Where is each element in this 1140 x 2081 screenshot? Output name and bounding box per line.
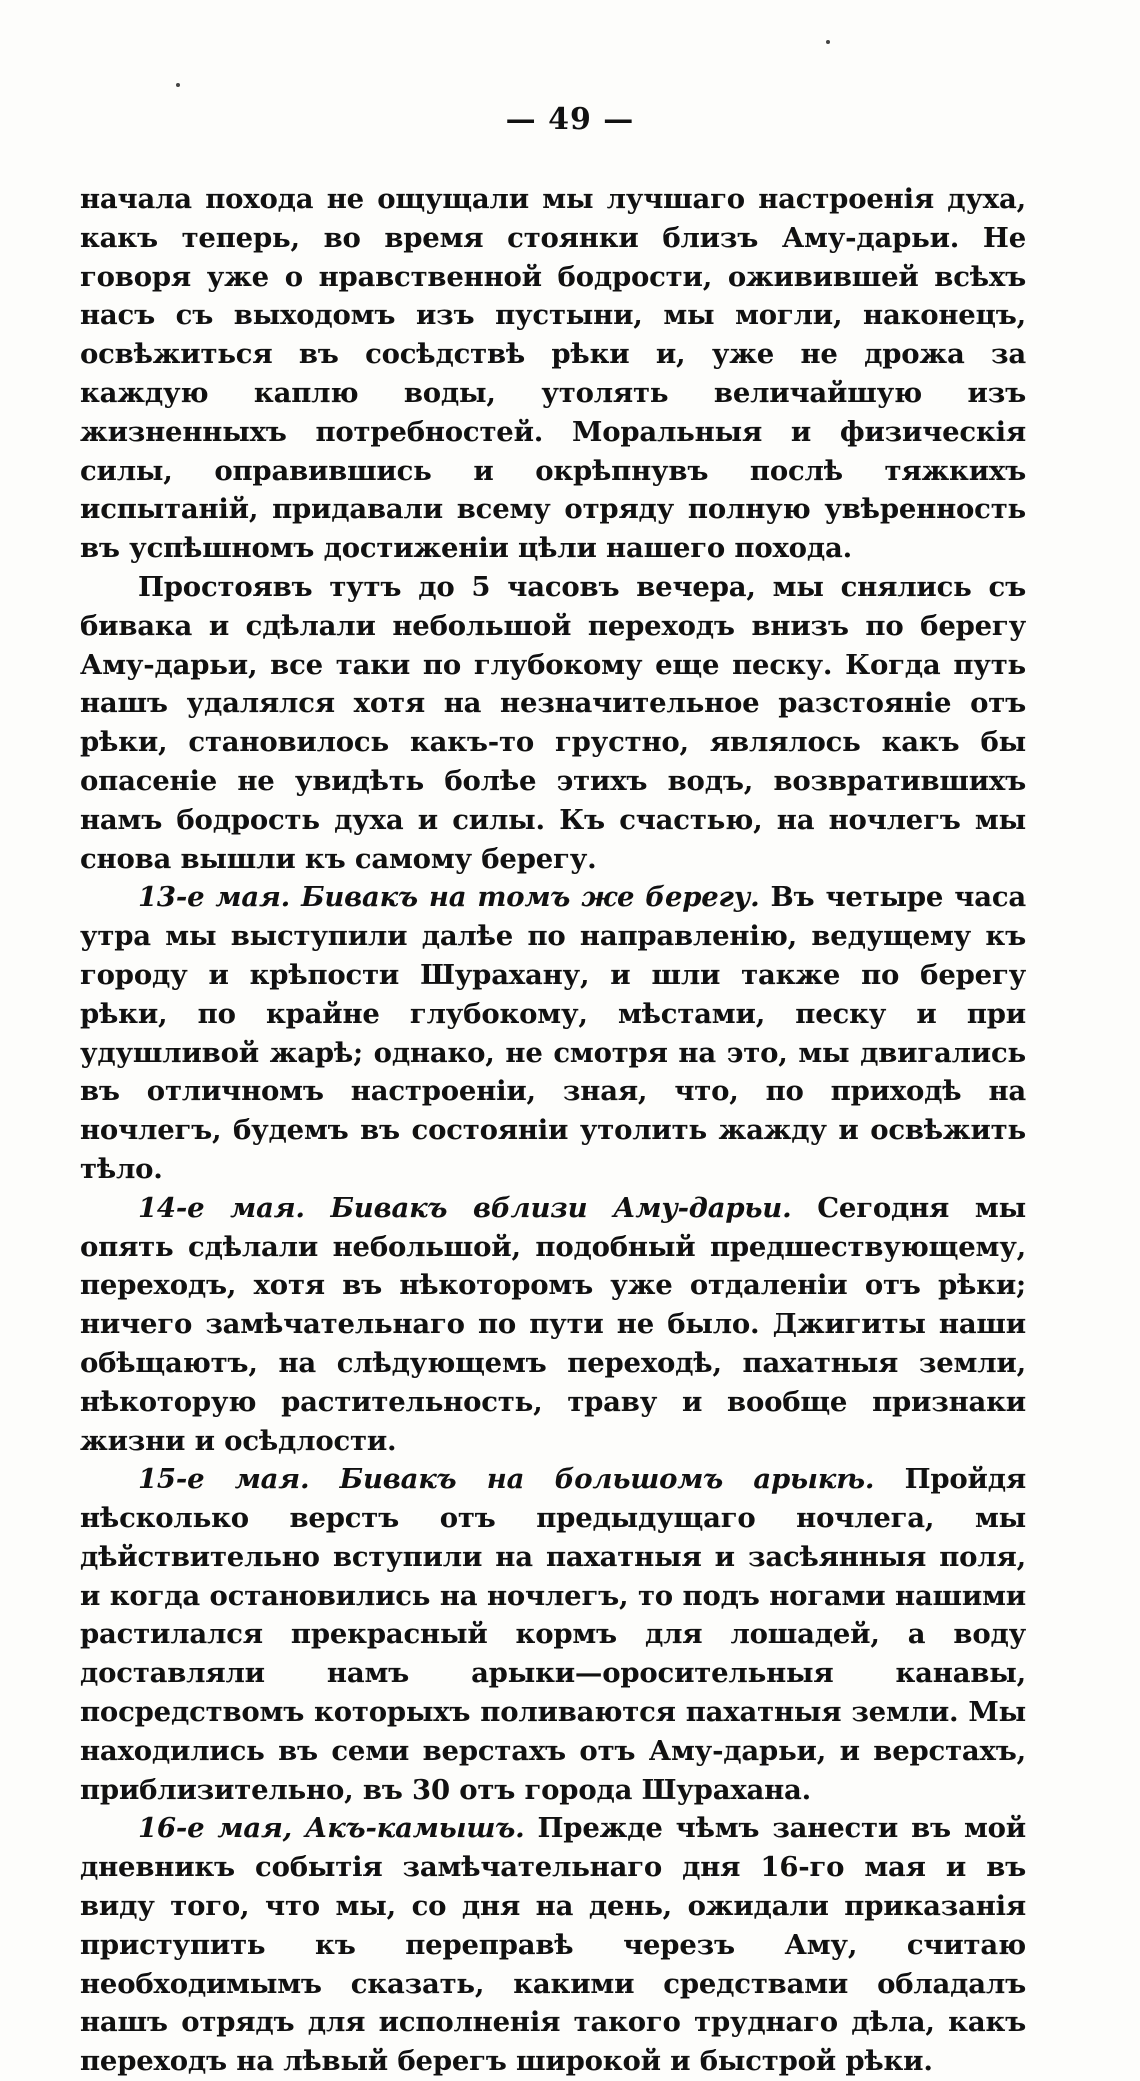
paragraph-text: начала похода не ощущали мы лучшаго настроенія духа, какъ теперь, во время стоянки близъ Аму-дарьи. Не говоря уже о нравственной бодрости, оживившей всѣхъ насъ съ выходомъ изъ пустыни, мы могли, наконецъ, освѣжиться въ сосѣдствѣ рѣки и, уже не дрожа за каждую каплю воды, утолять величайшую изъ жизненныхъ потребностей. Моральныя и физическія силы, оправившись и окрѣпнувъ послѣ тяжкихъ испытаній, придавали всему отряду полную увѣренность въ успѣшномъ достиженіи цѣли нашего похода. [80, 183, 1026, 565]
paragraph [80, 568, 1026, 878]
entry-text: Пройдя нѣсколько верстъ отъ предыдущаго ночлега, мы дѣйствительно вступили на пахатныя и засѣянныя поля, и когда остановились на ночлегъ, то подъ ногами нашими растилался прекрасный кормъ для лошадей, а воду доставляли намъ арыки—оросительныя канавы, посредствомъ которыхъ поливаются пахатныя земли. Мы находились въ семи верстахъ отъ Аму-дарьи, и верстахъ, приблизительно, въ 30 отъ города Шурахана. [80, 1463, 1027, 1806]
diary-entry-may-13 [80, 878, 1026, 1188]
print-speck [176, 83, 180, 87]
entry-text: Прежде чѣмъ занести въ мой дневникъ событія замѣчательнаго дня 16-го мая и въ виду того, что мы, со дня на день, ожидали приказанія приступить къ переправѣ черезъ Аму, считаю необходимымъ сказать, какими средствами обладалъ нашъ отрядъ для исполненія такого труднаго дѣла, какъ переходъ на лѣвый берегъ широкой и быстрой рѣки. [80, 1812, 1026, 2078]
paragraph-text: Простоявъ тутъ до 5 часовъ вечера, мы снялись съ бивака и сдѣлали небольшой переходъ внизъ по берегу Аму-дарьи, все таки по глубокому еще песку. Когда путь нашъ удалялся хотя на незначительное разстояніе отъ рѣки, становилось какъ-то грустно, являлось какъ бы опасеніе не увидѣть болѣе этихъ водъ, возвратившихъ намъ бодрость духа и силы. Къ счастью, на ночлегъ мы снова вышли къ самому берегу. [80, 570, 1026, 875]
paragraph [80, 180, 1026, 568]
entry-heading: 13-е мая. Бивакъ на томъ же берегу. [138, 881, 760, 914]
entry-text: Въ четыре часа утра мы выступили далѣе по направленію, ведущему къ городу и крѣпости Шурахану, и шли также по берегу рѣки, по крайне глубокому, мѣстами, песку и при удушливой жарѣ; однако, не смотря на это, мы двигались въ отличномъ настроеніи, зная, что, по приходѣ на ночлегъ, будемъ въ состояніи утолить жажду и освѣжить тѣло. [80, 881, 1026, 1185]
page-number: — 49 — [505, 102, 635, 137]
body-text [80, 180, 1026, 2081]
entry-heading: 15-е мая. Бивакъ на большомъ арыкѣ. [138, 1463, 875, 1496]
diary-entry-may-15 [80, 1460, 1026, 1809]
entry-text: Сегодня мы опять сдѣлали небольшой, подобный предшествующему, переходъ, хотя въ нѣкоторомъ уже отдаленіи отъ рѣки; ничего замѣчательнаго по пути не было. Джигиты наши обѣщаютъ, на слѣдующемъ переходѣ, пахатныя земли, нѣкоторую растительность, траву и вообще признаки жизни и осѣдлости. [80, 1191, 1026, 1457]
diary-entry-may-16 [80, 1809, 1026, 2081]
diary-entry-may-14 [80, 1189, 1026, 1461]
print-speck [826, 40, 830, 44]
entry-heading: 16-е мая, Акъ-камышъ. [138, 1812, 525, 1845]
entry-heading: 14-е мая. Бивакъ вблизи Аму-дарьи. [138, 1191, 792, 1224]
